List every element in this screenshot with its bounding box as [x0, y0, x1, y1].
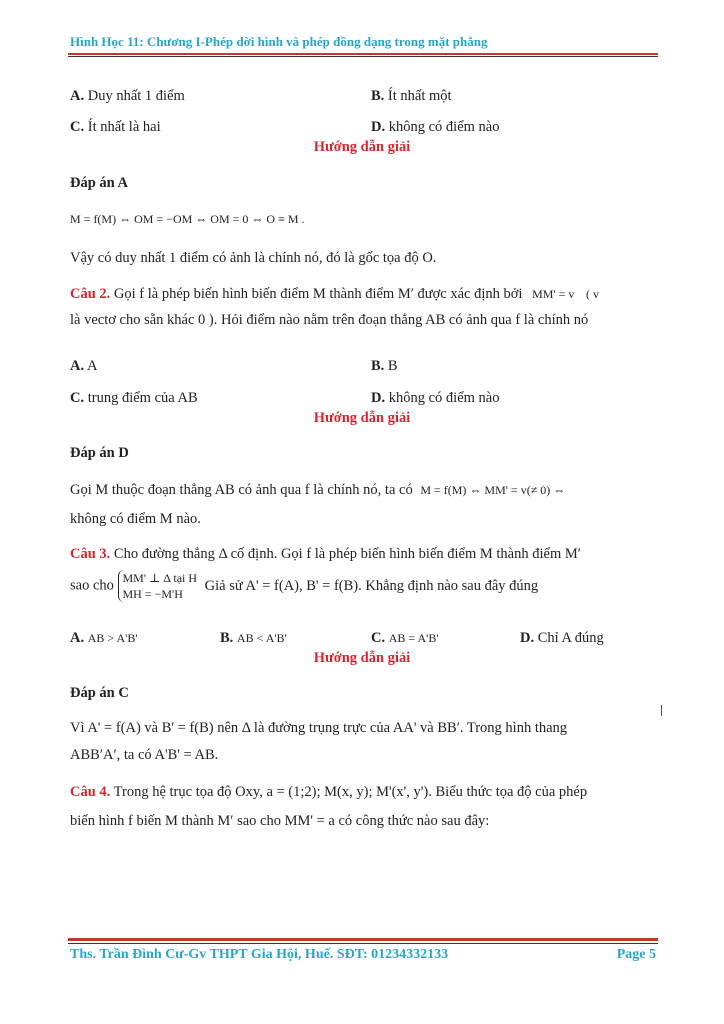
q2-solution-line2: không có điểm M nào. [70, 511, 201, 527]
q4-stem-line1: Câu 4. Trong hệ trục tọa độ Oxy, a = (1;2); M(x, y); M'(x', y'). Biểu thức tọa độ của phép [70, 784, 588, 800]
q3-hint-heading: Hướng dẫn giải [313, 650, 411, 666]
footer-rule-thin [68, 943, 658, 944]
q1-option-a: A. Duy nhất 1 điểm [70, 88, 185, 104]
q3-option-c: C. AB = A'B' [371, 630, 439, 646]
q4-stem-line2: biến hình f biến M thành M′ sao cho MM' = a có công thức nào sau đây: [70, 813, 490, 829]
footer-page-number: Page 5 [616, 947, 656, 962]
header-rule [68, 53, 658, 55]
q2-solution-line1: Gọi M thuộc đoạn thẳng AB có ảnh qua f là chính nó, ta có M = f(M) ⇔ MM' = v(≠ 0) ⇔ [70, 482, 566, 498]
q1-option-c: C. Ít nhất là hai [70, 119, 161, 135]
q1-formula: M = f(M) ⇔ OM = −OM ⇔ OM = 0 ⇔ O ≡ M . [70, 212, 305, 226]
q2-answer: Đáp án D [70, 445, 129, 461]
q3-option-b: B. AB < A'B' [220, 630, 287, 646]
q2-option-c: C. trung điểm của AB [70, 390, 198, 406]
q1-answer: Đáp án A [70, 175, 129, 191]
q1-conclusion: Vậy có duy nhất 1 điểm có ảnh là chính nó, đó là gốc tọa độ O. [70, 250, 437, 266]
q3-stem-line1: Câu 3. Cho đường thẳng Δ cố định. Gọi f là phép biến hình biến điểm M thành điểm M′ [70, 546, 581, 562]
footer-rule [68, 938, 658, 941]
text-cursor-mark [661, 705, 662, 716]
q3-condition-system: MM' ⊥ Δ tại H MH = −M'H [118, 570, 198, 602]
q3-option-a: A. AB > A'B' [70, 630, 138, 646]
q2-option-b: B. B [371, 358, 398, 374]
q2-stem-line2: là vectơ cho sẵn khác 0 ). Hỏi điểm nào nằm trên đoạn thẳng AB có ảnh qua f là chính nó [70, 312, 589, 328]
q2-stem-line1: Câu 2. Gọi f là phép biến hình biến điểm M thành điểm M′ được xác định bởi MM' = v ( v [70, 286, 599, 302]
q3-solution-line2: ABB′A′, ta có A'B' = AB. [70, 747, 219, 763]
q2-hint-heading: Hướng dẫn giải [313, 410, 411, 426]
q2-option-d: D. không có điểm nào [371, 390, 500, 406]
q3-solution-line1: Vì A' = f(A) và B' = f(B) nên Δ là đường trụng trực của AA' và BB′. Trong hình thang [70, 720, 568, 736]
header-rule-thin [68, 56, 658, 57]
footer-author: Ths. Trần Đình Cư-Gv THPT Gia Hội, Huế. SĐT: 01234332133 [70, 947, 449, 962]
q1-hint-heading: Hướng dẫn giải [313, 139, 411, 155]
q1-option-b: B. Ít nhất một [371, 88, 452, 104]
q3-answer: Đáp án C [70, 685, 129, 701]
q1-option-d: D. không có điểm nào [371, 119, 500, 135]
q3-stem-line2: sao cho MM' ⊥ Δ tại H MH = −M'H Giả sử A' = f(A), B' = f(B). Khẳng định nào sau đây đúng [70, 571, 539, 601]
page-header-title: Hình Học 11: Chương I-Phép dời hình và phép đồng dạng trong mặt phẳng [70, 34, 488, 49]
q3-option-d: D. Chỉ A đúng [520, 630, 604, 646]
q2-option-a: A. A [70, 358, 98, 374]
